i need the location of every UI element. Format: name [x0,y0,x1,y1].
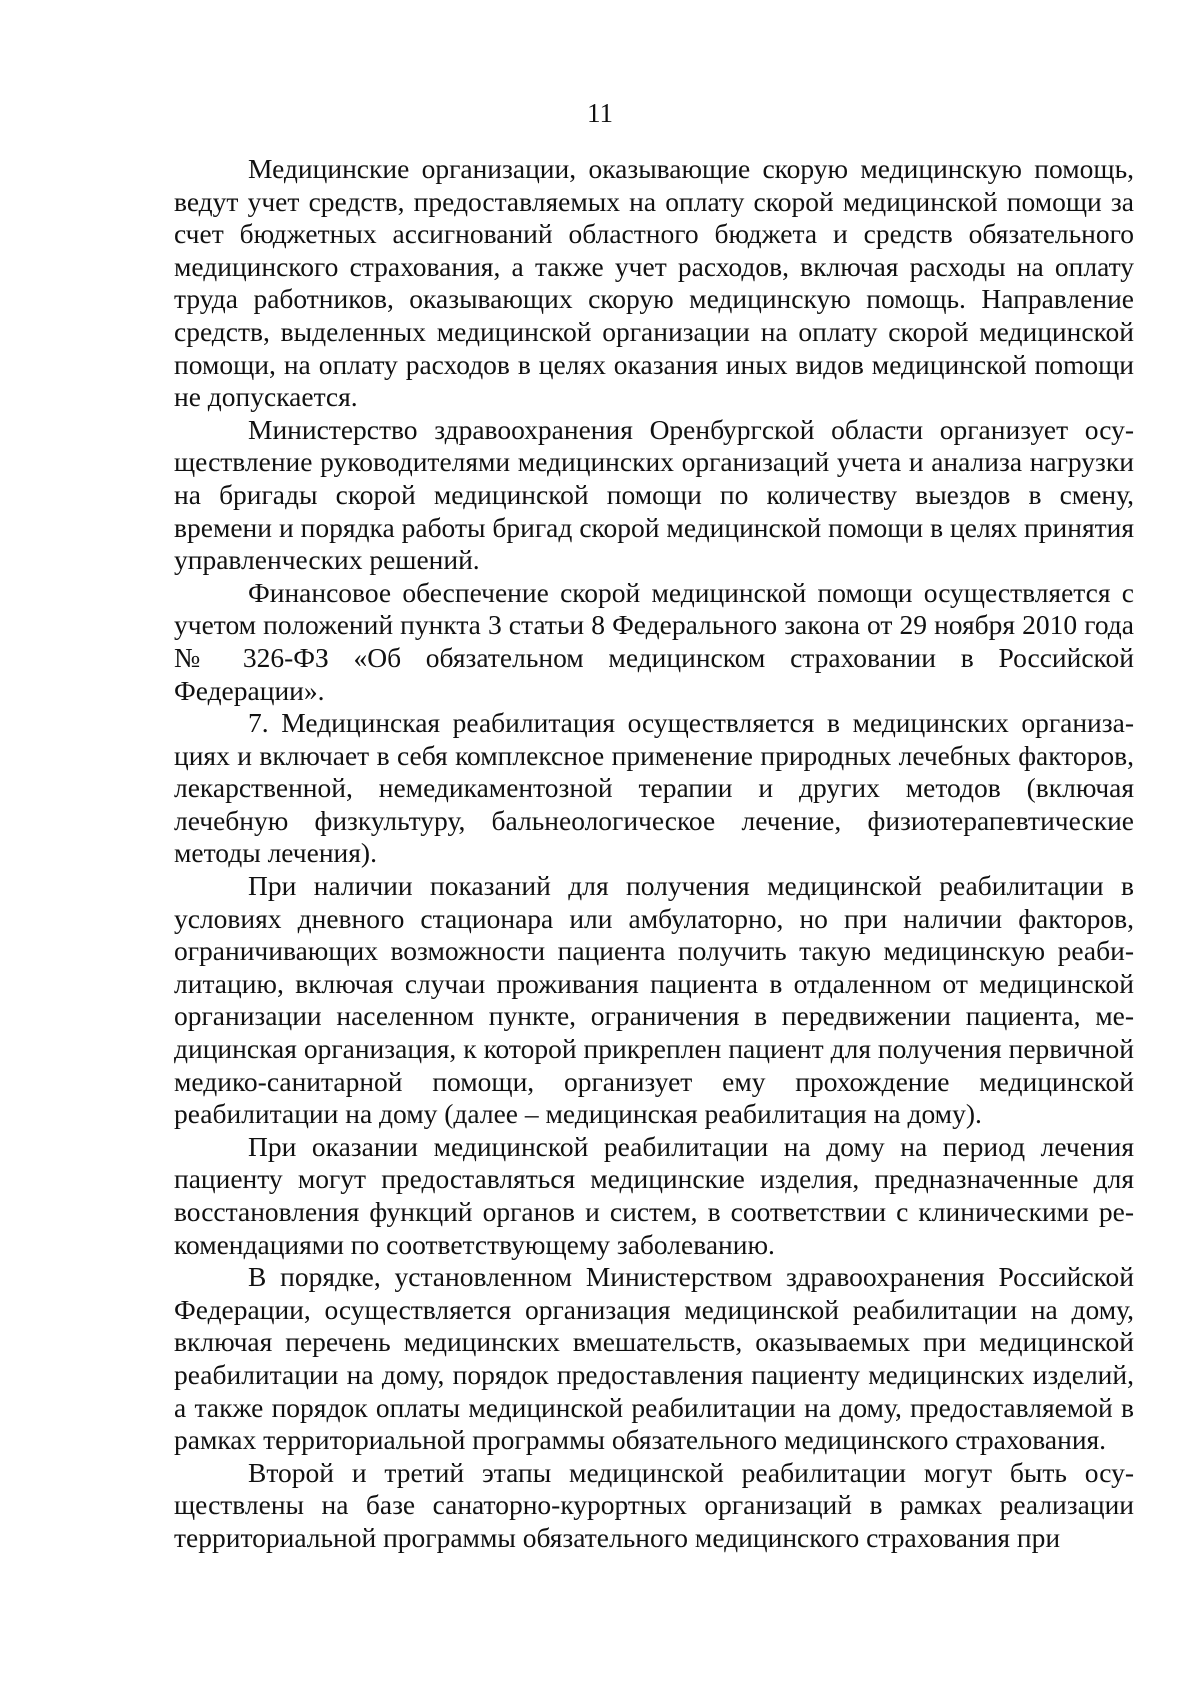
paragraph-home-rehabilitation: При наличии показаний для получения медицинской реабилитации в условиях дневного стационара или амбулаторно, но при наличии факторов, ограничивающих возможности пациента получить такую медицинскую реабилитацию, включая случаи проживания пациента в отдаленном от медицинской организации населенном пункте, ограничения в передвижении пациента, медицинская организация, к которой прикреплен пациент для получения первичной медико-санитарной помощи, организует ему прохождение медицинской реабилитации на дому (далее – медицинская реабилитация на дому). [174,870,1134,1130]
paragraph-medical-rehabilitation: 7. Медицинская реабилитация осуществляется в медицинских организациях и включает в себя комплексное применение природных лечебных факторов, лекарственной, немедикаментозной терапии и других методов (включая лечебную физкультуру, бальнеологическое лечение, физиотерапевтические методы лечения). [174,707,1134,869]
paragraph-ambulance-accounting: Медицинские организации, оказывающие скорую медицинскую помощь, ведут учет средств, предоставляемых на оплату скорой медицинской помощи за счет бюджетных ассигнований областного бюджета и средств обязательного медицинского страхования, а также учет расходов, включая расходы на оплату труда работников, оказывающих скорую медицинскую помощь. Направление средств, выделенных медицинской организации на оплату скорой медицинской помощи, на оплату расходов в целях оказания иных видов медицинской поmощи не допускается. [174,153,1134,413]
paragraph-sanatorium-stages: Второй и третий этапы медицинской реабилитации могут быть осуществлены на базе санаторно-курортных организаций в рамках реализации территориальной программы обязательного медицинского страхования при [174,1456,1134,1553]
paragraph-rehabilitation-procedure: В порядке, установленном Министерством здравоохранения Российской Федерации, осуществляется организация медицинской реабилитации на дому, включая перечень медицинских вмешательств, оказываемых при медицинской реабилитации на дому, порядок предоставления пациенту медицинских изделий, а также порядок оплаты медицинской реабилитации на дому, предоставляемой в рамках территориальной программы обязательного медицинского страхования. [174,1261,1134,1456]
paragraph-medical-devices: При оказании медицинской реабилитации на дому на период лечения пациенту могут предоставляться медицинские изделия, предназначенные для восстановления функций органов и систем, в соответствии с клиническими рекомендациями по соответствующему заболеванию. [174,1130,1134,1260]
page-number: 11 [587,98,613,128]
paragraph-ambulance-financing: Финансовое обеспечение скорой медицинской помощи осуществляется с учетом положений пункта 3 статьи 8 Федерального закона от 29 ноября 2010 года № 326-ФЗ «Об обязательном медицинском страховании в Российской Федерации». [174,576,1134,706]
document-body [174,153,1134,1555]
paragraph-ministry-workload-analysis: Министерство здравоохранения Оренбургской области организует осуществление руководителями медицинских организаций учета и анализа нагрузки на бригады скорой медицинской помощи по количеству выездов в смену, времени и порядка работы бригад скорой медицинской помощи в целях принятия управленческих решений. [174,413,1134,576]
